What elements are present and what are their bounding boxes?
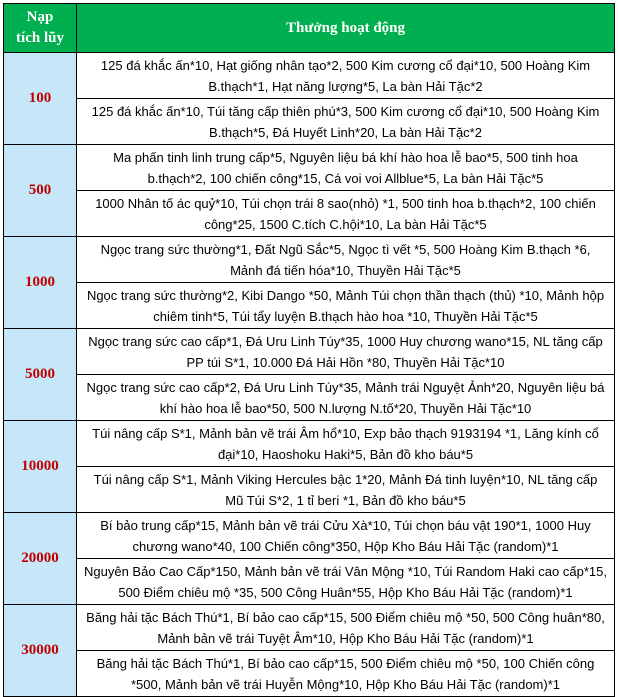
- tier-header-line1: Nạp: [26, 9, 54, 25]
- table-row: [4, 513, 615, 559]
- table-row: [4, 375, 615, 421]
- reward-cell: Băng hải tặc Bách Thú*1, Bí bảo cao cấp*15, 500 Điểm chiêu mộ *50, 100 Chiến công *500, Mảnh bản vẽ trái Huyễn Mộng*10, Hộp Kho Báu Hải Tặc (random)*1: [77, 651, 615, 697]
- reward-cell: 125 đá khắc ấn*10, Hạt giống nhân tạo*2, 500 Kim cương cổ đại*10, 500 Hoàng Kim B.thạch*1, Hạt năng lượng*5, La bàn Hải Tặc*2: [77, 53, 615, 99]
- tier-amount: 10000: [4, 421, 77, 513]
- tier-amount: 100: [4, 53, 77, 145]
- table-row: [4, 145, 615, 191]
- tier-header: [4, 4, 77, 53]
- reward-cell: Ngọc trang sức thường*1, Đất Ngũ Sắc*5, Ngọc tì vết *5, 500 Hoàng Kim B.thạch *6, Mảnh đá tiến hóa*10, Thuyền Hải Tặc*5: [77, 237, 615, 283]
- table-row: [4, 237, 615, 283]
- reward-cell: Nguyên Bảo Cao Cấp*150, Mảnh bản vẽ trái Vân Mộng *10, Túi Random Haki cao cấp*15, 500 Điểm chiêu mộ *35, 500 Công Huân*55, Hộp Kho Báu Hải Tặc (random)*1: [77, 559, 615, 605]
- table-row: [4, 53, 615, 99]
- table-row: [4, 651, 615, 697]
- tier-amount: 30000: [4, 605, 77, 697]
- reward-cell: 125 đá khắc ấn*10, Túi tăng cấp thiên phú*3, 500 Kim cương cổ đại*10, 500 Hoàng Kim B.thạch*5, Đá Huyết Linh*20, La bàn Hải Tặc*2: [77, 99, 615, 145]
- table-row: [4, 283, 615, 329]
- rewards-header: Thưởng hoạt động: [77, 4, 615, 53]
- reward-cell: Bí bảo trung cấp*15, Mảnh bản vẽ trái Cửu Xà*10, Túi chọn báu vật 190*1, 1000 Huy chương wano*40, 100 Chiến công*350, Hộp Kho Báu Hải Tặc (random)*1: [77, 513, 615, 559]
- table-row: [4, 421, 615, 467]
- reward-cell: 1000 Nhân tố ác quỷ*10, Túi chọn trái 8 sao(nhỏ) *1, 500 tinh hoa b.thạch*2, 100 chiến công*25, 1500 C.tích C.hội*10, La bàn Hải Tặc*5: [77, 191, 615, 237]
- reward-cell: Ngọc trang sức cao cấp*2, Đá Uru Linh Túy*35, Mảnh trái Nguyệt Ảnh*20, Nguyên liệu bá khí hào hoa lễ bao*50, 500 N.lượng N.tố*20, Thuyền Hải Tặc*10: [77, 375, 615, 421]
- tier-amount: 5000: [4, 329, 77, 421]
- table-row: [4, 191, 615, 237]
- tier-amount: 500: [4, 145, 77, 237]
- reward-cell: Ngọc trang sức thường*2, Kibi Dango *50, Mảnh Túi chọn thần thạch (thủ) *10, Mảnh hộp chiêm tinh*5, Túi tẩy luyện B.thạch hào hoa *10, Thuyền Hải Tặc*5: [77, 283, 615, 329]
- reward-cell: Ngọc trang sức cao cấp*1, Đá Uru Linh Túy*35, 1000 Huy chương wano*15, NL tăng cấp PP túi S*1, 10.000 Đá Hải Hồn *80, Thuyền Hải Tặc*10: [77, 329, 615, 375]
- reward-cell: Túi nâng cấp S*1, Mảnh bản vẽ trái Âm hổ*10, Exp bảo thạch 9193194 *1, Lăng kính cổ đại*10, Haoshoku Haki*5, Bản đồ kho báu*5: [77, 421, 615, 467]
- table-row: [4, 605, 615, 651]
- table-row: [4, 329, 615, 375]
- reward-cell: Ma phấn tinh linh trung cấp*5, Nguyên liệu bá khí hào hoa lễ bao*5, 500 tinh hoa b.thạch*2, 100 chiến công*15, Cá voi voi Allblue*5, La bàn Hải Tặc*5: [77, 145, 615, 191]
- tier-amount: 20000: [4, 513, 77, 605]
- tier-amount: 1000: [4, 237, 77, 329]
- table-row: [4, 467, 615, 513]
- header-row: [4, 4, 615, 53]
- tier-header-line2: tích lũy: [16, 30, 64, 46]
- reward-cell: Băng hải tặc Bách Thú*1, Bí bảo cao cấp*15, 500 Điểm chiêu mộ *50, 500 Công huân*80, Mảnh bản vẽ trái Tuyệt Âm*10, Hộp Kho Báu Hải Tặc (random)*1: [77, 605, 615, 651]
- table-row: [4, 99, 615, 145]
- rewards-table: [3, 3, 615, 697]
- table-row: [4, 559, 615, 605]
- reward-cell: Túi nâng cấp S*1, Mảnh Viking Hercules bậc 1*20, Mảnh Đá tinh luyện*10, NL tăng cấp Mũ Túi S*2, 1 tỉ beri *1, Bản đồ kho báu*5: [77, 467, 615, 513]
